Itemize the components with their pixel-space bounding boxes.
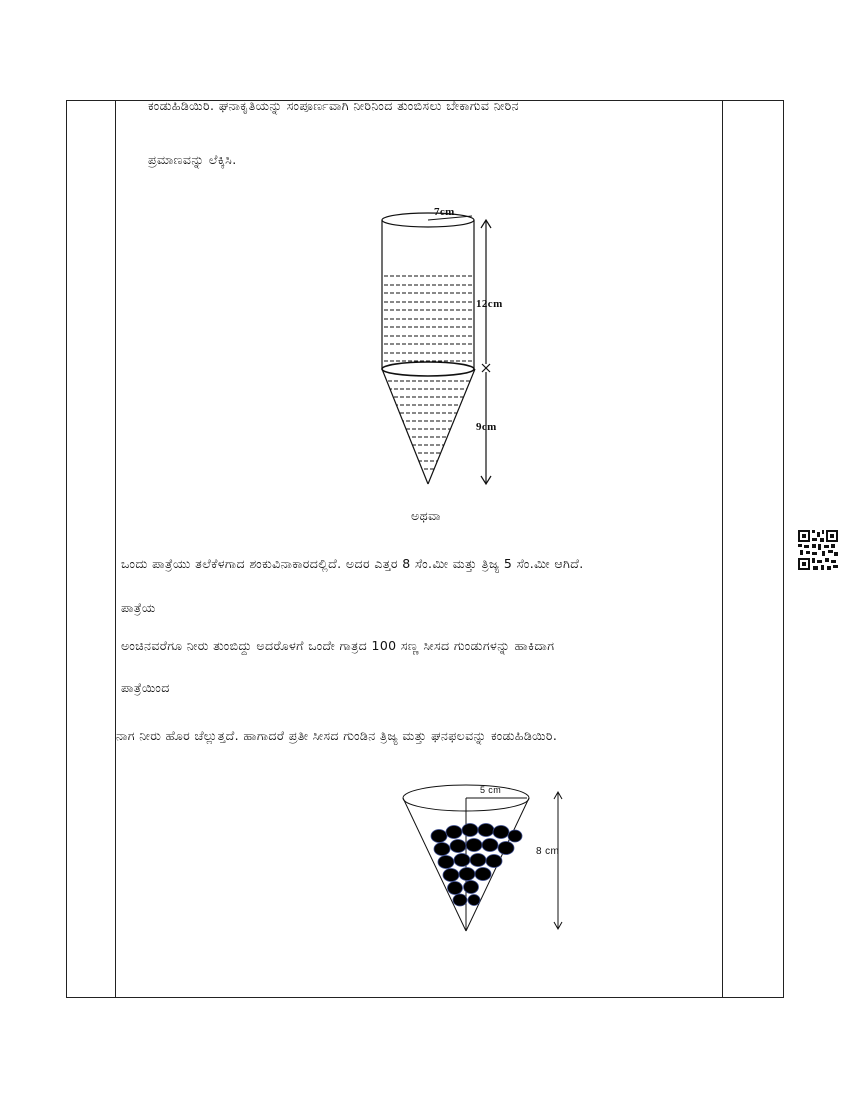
- question-line-1: ಕಂಡುಹಿಡಿಯಿರಿ. ಘನಾಕೃತಿಯನ್ನು ಸಂಪೂರ್ಣವಾಗಿ ನೀರಿನಿಂದ ತುಂಬಿಸಲು ಬೇಕಾಗುವ ನೀರಿನ: [148, 98, 520, 113]
- cone-height-label: 9cm: [476, 421, 497, 433]
- vessel-height-label: 8 cm: [536, 846, 560, 857]
- alt-question-line-1: ಒಂದು ಪಾತ್ರೆಯು ತಲೆಕೆಳಗಾದ ಶಂಕುವಿನಾಕಾರದಲ್ಲಿದೆ. ಅದರ ಎತ್ತರ 8 ಸೆಂ.ಮೀ ಮತ್ತು ತ್ರಿಜ್ಯ 5 ಸೆಂ.ಮೀ ಆಗಿದೆ.: [121, 556, 584, 571]
- or-label: ಅಥವಾ: [411, 508, 441, 523]
- alt-question-line-4: ಪಾತ್ರೆಯಿಂದ: [121, 680, 170, 695]
- cylinder-height-arrow: [481, 220, 491, 372]
- alt-question-line-2: ಪಾತ್ರೆಯ: [121, 600, 156, 615]
- vessel-radius-label: 5 cm: [480, 785, 502, 795]
- vessel-height-arrow: [554, 792, 562, 929]
- alt-question-line-5: ನಾಗ ನೀರು ಹೊರ ಚೆಲ್ಲುತ್ತದೆ. ಹಾಗಾದರೆ ಪ್ರತೀ ಸೀಸದ ಗುಂಡಿನ ತ್ರಿಜ್ಯ ಮತ್ತು ಘನಫಲವನ್ನು ಕಂಡುಹಿಡಿಯಿರಿ.: [116, 728, 558, 743]
- qr-code-icon: [798, 530, 838, 570]
- cone-left-edge: [382, 369, 428, 484]
- cylinder-water-lines: [384, 276, 472, 361]
- cone-vessel-figure: [403, 785, 562, 931]
- alt-question-line-3: ಅಂಚಿನವರೆಗೂ ನೀರು ತುಂಬಿದ್ದು ಅದರೊಳಗೆ ಒಂದೇ ಗಾತ್ರದ 100 ಸಣ್ಣ ಸೀಸದ ಗುಂಡುಗಳನ್ನು ಹಾಕಿದಾಗ: [121, 638, 555, 653]
- cone-water-lines: [370, 381, 490, 469]
- cylinder-radius-label: 7cm: [434, 206, 455, 218]
- joint-ellipse: [382, 362, 474, 376]
- cone-right-edge: [428, 369, 475, 484]
- lead-balls: [431, 824, 522, 907]
- cylinder-height-label: 12cm: [476, 298, 503, 310]
- question-line-2: ಪ್ರಮಾಣವನ್ನು ಲೆಕ್ಕಿಸಿ.: [148, 152, 237, 167]
